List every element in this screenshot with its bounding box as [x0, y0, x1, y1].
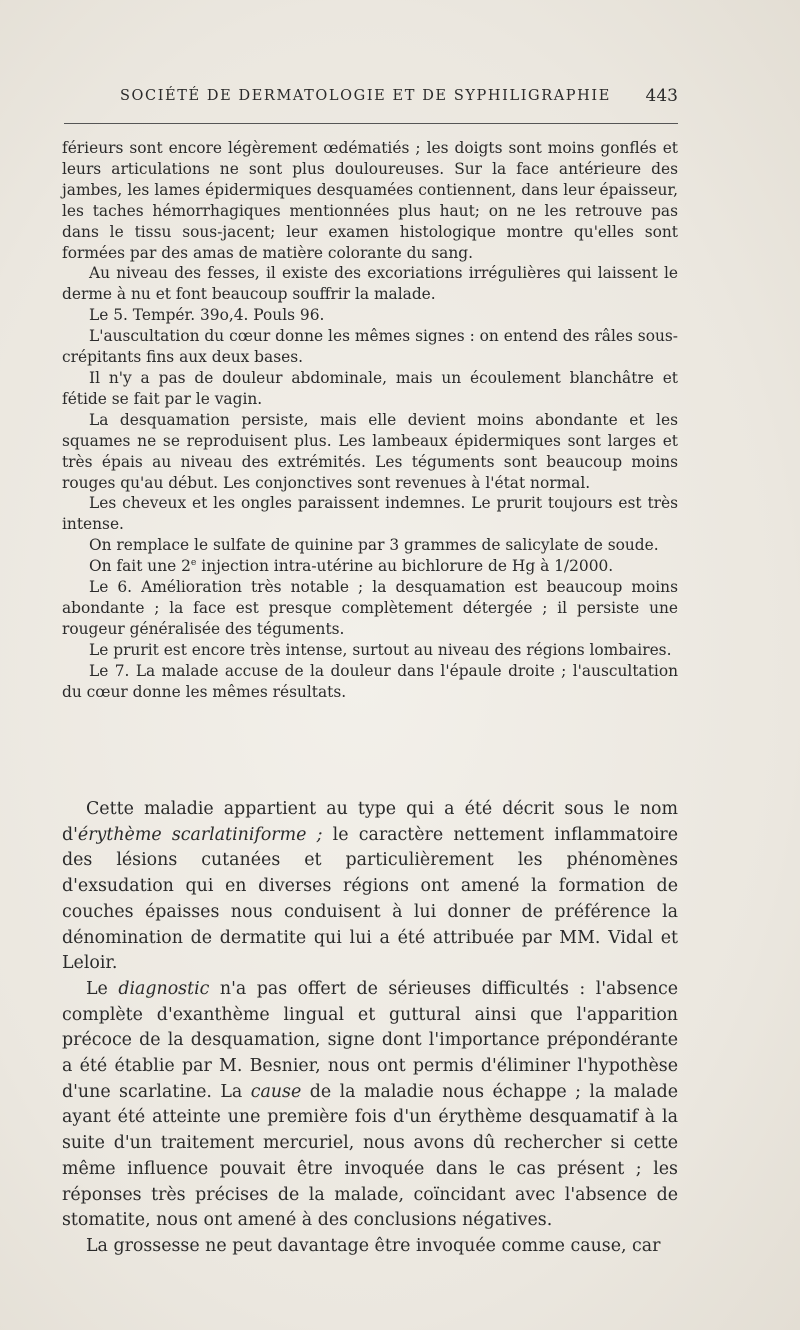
discussion [62, 797, 678, 1260]
header-rule [64, 123, 678, 124]
paragraph: Les cheveux et les ongles paraissent indemnes. Le prurit toujours est très intense. [62, 494, 678, 534]
italic-term: cause [250, 1081, 302, 1102]
text-run: n'a pas offert de sérieuses difficultés : l'absence complète d'exanthème lingual et guttural ainsi que l'apparition précoce de la desquamation, signe dont l'importance prépondérante a été établie par M. Besnier, nous ont permis d'éliminer l'hypothèse d'une scarlatine. La [62, 978, 678, 1102]
running-head [64, 86, 678, 114]
paragraph: L'auscultation du cœur donne les mêmes signes : on entend des râles sous-crépitants fins aux deux bases. [62, 327, 678, 367]
text-run: Le [86, 978, 119, 999]
text-run: Cette maladie appartient au type qui a été décrit sous le nom d' [62, 799, 678, 845]
case-notes [62, 138, 678, 702]
superscript: e [190, 557, 197, 568]
text-run: de la maladie nous échappe ; la malade ayant été atteinte une première fois d'un érythème desquamatif à la suite d'un traitement mercuriel, nous avons dû rechercher si cette même influence pouvait être invoquée dans le cas présent ; les réponses très précises de la malade, coïncidant avec l'absence de stomatite, nous ont amené à des conclusions négatives. [62, 1081, 679, 1231]
text-run: injection intra-utérine au bichlorure de Hg à 1/2000. [196, 557, 614, 576]
paragraph: férieurs sont encore légèrement œdématiés ; les doigts sont moins gonflés et leurs articulations ne sont plus douloureuses. Sur la face antérieure des jambes, les lames épidermiques desquamées contiennent, dans leur épaisseur, les taches hémorrhagiques mentionnées plus haut; on ne les retrouve pas dans le tissu sous-jacent; leur examen histologique montre qu'elles sont formées par des amas de matière colorante du sang. [62, 139, 678, 262]
italic-term: érythème scarlatiniforme ; [77, 824, 323, 845]
paragraph [62, 556, 678, 577]
paragraph: Le 6. Amélioration très notable ; la desquamation est beaucoup moins abondante ; la face est presque complètement détergée ; il persiste une rougeur généralisée des téguments. [62, 578, 678, 638]
running-title: SOCIÉTÉ DE DERMATOLOGIE ET DE SYPHILIGRAPHIE [120, 88, 611, 104]
paragraph: La desquamation persiste, mais elle devient moins abondante et les squames ne se reproduisent plus. Les lambeaux épidermiques sont larges et très épais au niveau des extrémités. Les téguments sont beaucoup moins rouges qu'au début. Les conjonctives sont revenues à l'état normal. [62, 410, 678, 492]
italic-term: diagnostic [118, 978, 210, 999]
paragraph: On remplace le sulfate de quinine par 3 grammes de salicylate de soude. [89, 536, 659, 555]
paragraph [62, 797, 678, 977]
text-run: le caractère nettement inflammatoire des lésions cutanées et particulièrement les phénomènes d'exsudation qui en diverses régions ont amené la formation de couches épaisses nous conduisent à lui donner de préférence la dénomination de dermatite qui lui a été attribuée par MM. Vidal et Leloir. [62, 824, 678, 974]
paragraph: Le prurit est encore très intense, surtout au niveau des régions lombaires. [89, 640, 672, 659]
paragraph: Le 7. La malade accuse de la douleur dans l'épaule droite ; l'auscultation du cœur donne les mêmes résultats. [62, 661, 678, 701]
text-run: On fait une 2 [89, 557, 191, 576]
paragraph: Il n'y a pas de douleur abdominale, mais un écoulement blanchâtre et fétide se fait par le vagin. [62, 368, 678, 408]
paragraph: Au niveau des fesses, il existe des excoriations irrégulières qui laissent le derme à nu et font beaucoup souffrir la malade. [62, 264, 678, 304]
page-number: 443 [645, 86, 678, 106]
paragraph: La grossesse ne peut davantage être invoquée comme cause, car [86, 1235, 661, 1256]
paragraph [62, 977, 678, 1234]
paragraph: Le 5. Tempér. 39o,4. Pouls 96. [89, 306, 325, 325]
